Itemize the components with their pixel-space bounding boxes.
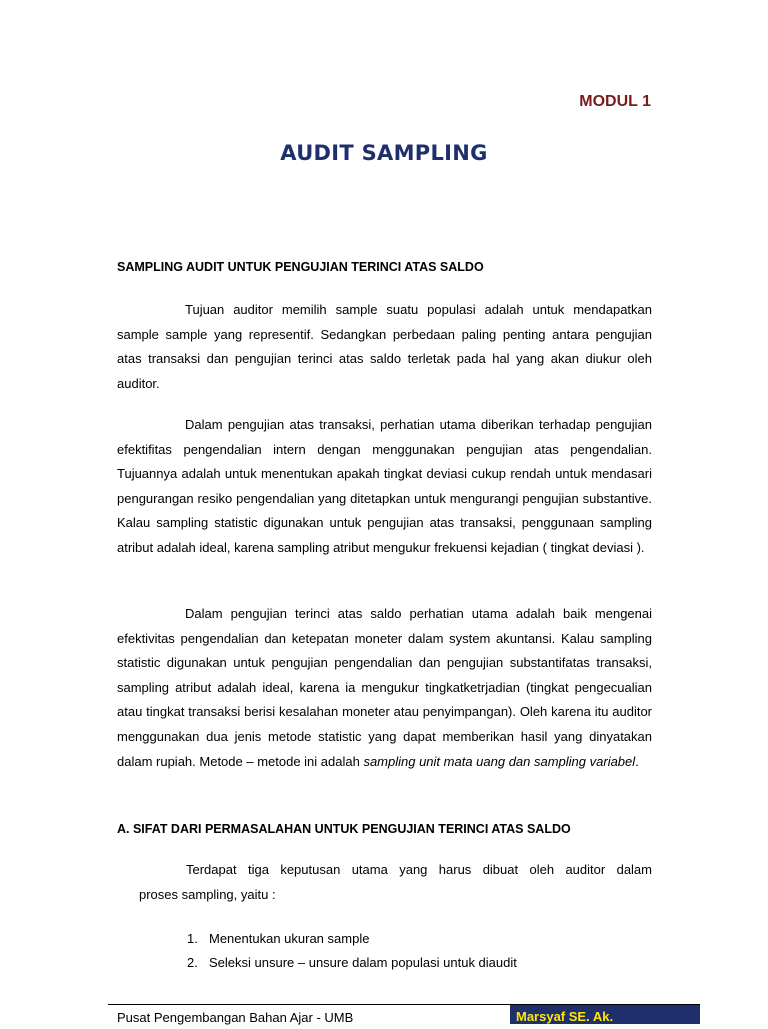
list-item: 1. Menentukan ukuran sample [187, 931, 370, 946]
page-title: AUDIT SAMPLING [280, 141, 488, 165]
paragraph-3: Dalam pengujian terinci atas saldo perhatian utama adalah baik mengenai efektivitas pengendalian dan ketepatan moneter dalam system akuntansi. Kalau sampling statistic digunakan untuk pengujian pengendalian dan pengujian substantifatas transaksi, sampling atribut adalah ideal, karena ia mengukur tingkatketrjadian (tingkat pengecualian atau tingkat transaksi berisi kesalahan moneter atau penyimpangan). Oleh karena itu auditor menggunakan dua jenis metode statistic yang dapat memberikan hasil yang dinyatakan dalam rupiah. Metode – metode ini adalah sampling unit mata uang dan sampling variabel. [117, 606, 652, 769]
module-label: MODUL 1 [579, 93, 651, 110]
footer-institution: Pusat Pengembangan Bahan Ajar - UMB [117, 1010, 354, 1025]
section-a-heading: A. SIFAT DARI PERMASALAHAN UNTUK PENGUJIAN TERINCI ATAS SALDO [117, 822, 571, 836]
section-a-paragraph-line2: proses sampling, yaitu : [139, 887, 276, 902]
section-heading: SAMPLING AUDIT UNTUK PENGUJIAN TERINCI ATAS SALDO [117, 260, 484, 274]
paragraph-2: Dalam pengujian atas transaksi, perhatian utama diberikan terhadap pengujian efektifitas pengendalian intern dengan menggunakan pengujian atas pengendalian. Tujuannya adalah untuk menentukan apakah tingkat deviasi cukup rendah untuk mendasari pengurangan resiko pengendalian yang ditetapkan untuk mengurangi pengujian substantive. Kalau sampling statistic digunakan untuk pengujian atas transaksi, penggunaan sampling atribut adalah ideal, karena sampling atribut mengukur frekuensi kejadian ( tingkat deviasi ). [117, 417, 652, 555]
section-a-paragraph-line1: Terdapat tiga keputusan utama yang harus dibuat oleh auditor dalam [186, 862, 652, 877]
footer-author: Marsyaf SE. Ak. [510, 1005, 700, 1024]
list-item: 2. Seleksi unsure – unsure dalam populasi untuk diaudit [187, 955, 517, 970]
paragraph-1: Tujuan auditor memilih sample suatu populasi adalah untuk mendapatkan sample sample yang representif. Sedangkan perbedaan paling penting antara pengujian atas transaksi dan pengujian terinci atas saldo terletak pada hal yang akan diukur oleh auditor. [117, 302, 652, 391]
